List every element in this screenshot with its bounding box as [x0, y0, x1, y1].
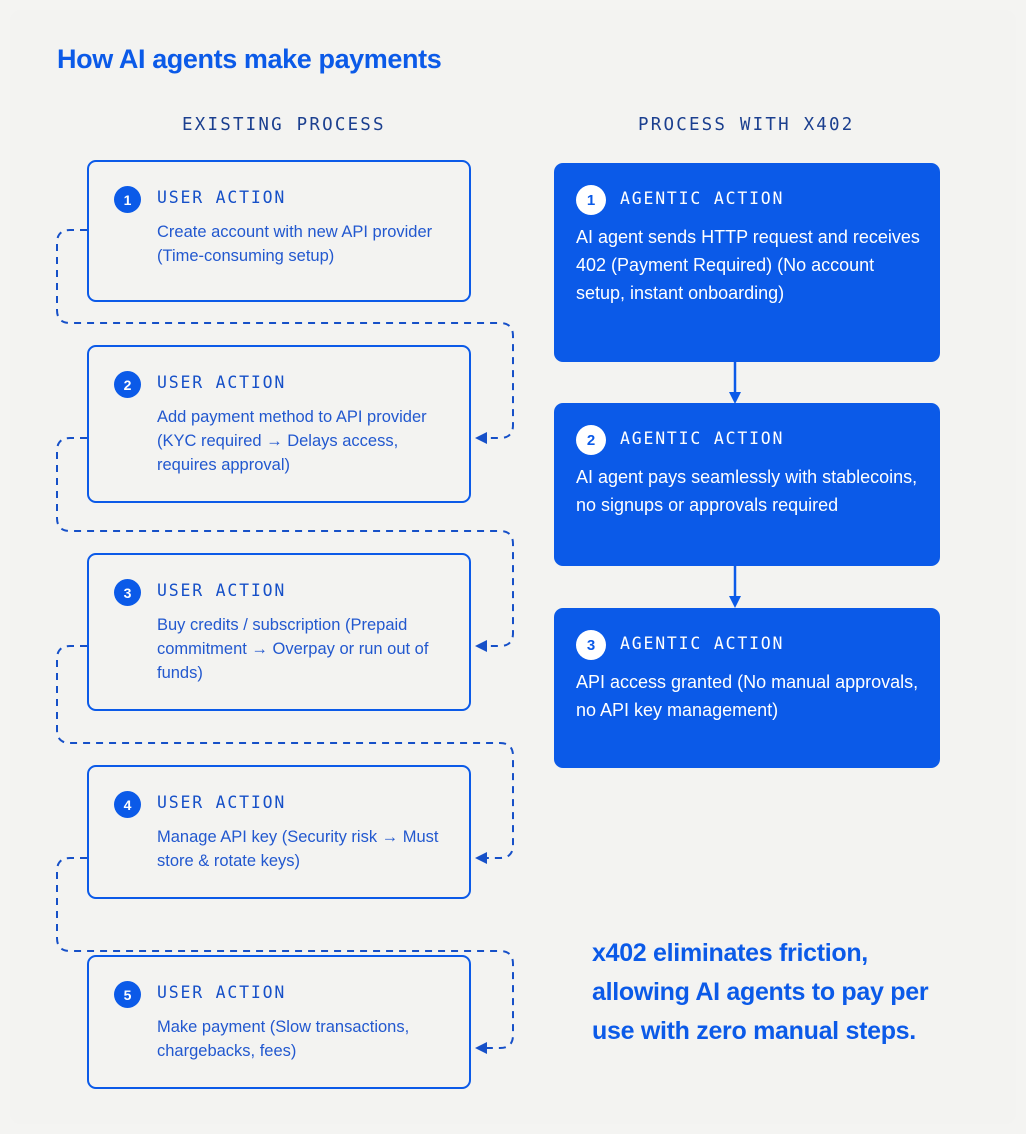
step-body: AI agent pays seamlessly with stablecoins, no signups or approvals required — [576, 467, 918, 515]
existing-step-card-1[interactable] — [87, 160, 471, 302]
page-title: How AI agents make payments — [57, 44, 442, 74]
step-body: Manage API key (Security risk → Must store & rotate keys) — [157, 828, 439, 870]
x402-step-card-3[interactable] — [554, 608, 940, 768]
step-kicker: AGENTIC ACTION — [620, 189, 785, 208]
step-number-badge: 2 — [114, 371, 141, 398]
step-kicker: AGENTIC ACTION — [620, 634, 785, 653]
step-kicker: USER ACTION — [157, 793, 287, 812]
step-number-badge: 1 — [114, 186, 141, 213]
x402-step-card-2[interactable] — [554, 403, 940, 566]
step-body: AI agent sends HTTP request and receives 402 (Payment Required) (No account setup, instant onboarding) — [576, 227, 920, 303]
step-number-badge: 4 — [114, 791, 141, 818]
step-kicker: USER ACTION — [157, 188, 287, 207]
existing-step-card-5[interactable] — [87, 955, 471, 1089]
step-body: API access granted (No manual approvals, no API key management) — [576, 672, 919, 720]
existing-step-card-3[interactable] — [87, 553, 471, 711]
x402-step-card-1[interactable] — [554, 163, 940, 362]
step-body: Add payment method to API provider (KYC required → Delays access, requires approval) — [157, 408, 427, 474]
existing-step-card-2[interactable] — [87, 345, 471, 503]
step-number-badge: 3 — [114, 579, 141, 606]
step-body: Buy credits / subscription (Prepaid commitment → Overpay or run out of funds) — [157, 616, 429, 682]
step-kicker: USER ACTION — [157, 581, 287, 600]
conclusion-text: x402 eliminates friction, allowing AI agents to pay per use with zero manual steps. — [592, 939, 929, 1045]
step-body: Create account with new API provider (Time-consuming setup) — [157, 223, 433, 265]
column-header-existing: EXISTING PROCESS — [182, 115, 386, 135]
existing-step-card-4[interactable] — [87, 765, 471, 899]
step-number-badge: 2 — [576, 425, 606, 455]
step-number-badge: 5 — [114, 981, 141, 1008]
column-header-x402: PROCESS WITH X402 — [638, 115, 855, 135]
step-number-badge: 3 — [576, 630, 606, 660]
step-body: Make payment (Slow transactions, chargebacks, fees) — [157, 1018, 410, 1060]
step-kicker: USER ACTION — [157, 373, 287, 392]
step-number-badge: 1 — [576, 185, 606, 215]
step-kicker: AGENTIC ACTION — [620, 429, 785, 448]
step-kicker: USER ACTION — [157, 983, 287, 1002]
